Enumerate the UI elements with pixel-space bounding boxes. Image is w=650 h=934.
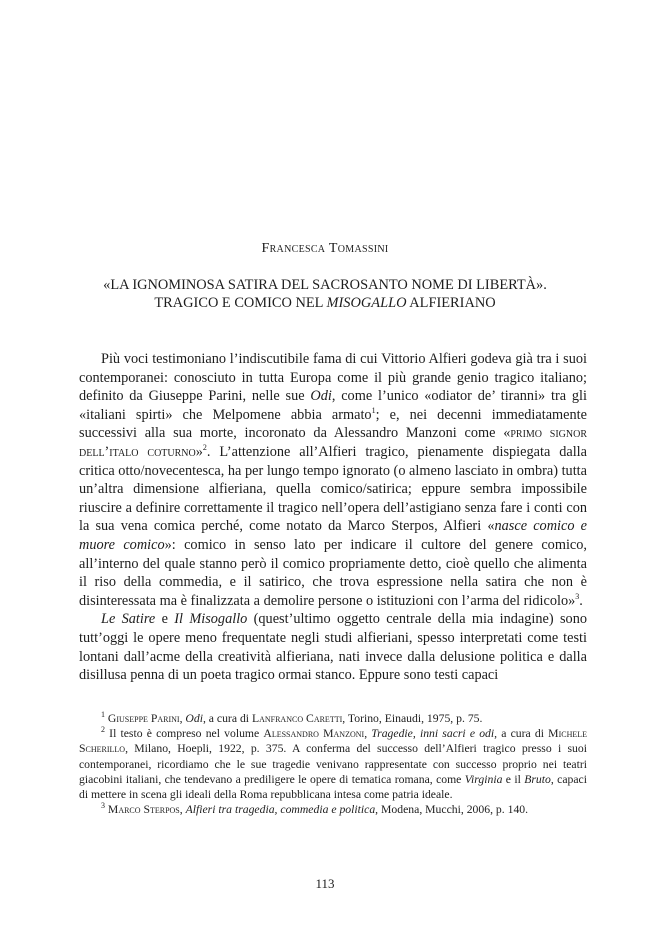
footnote-1: $^1$ Giuseppe Parini, Odi, a cura di Lanfranco Caretti, Torino, Einaudi, 1975, p. 75. <box>101 710 483 725</box>
title-line-1: «LA IGNOMINOSA SATIRA DEL SACROSANTO NOME DI LIBERTÀ». <box>103 277 547 293</box>
footnote-3: $^3$ Marco Sterpos, Alfieri tra tragedia, commedia e politica, Modena, Mucchi, 2006, p. 140. <box>101 801 529 817</box>
paragraph-2: Le Satire e Il Misogallo (quest’ultimo oggetto centrale della mia indagine) sono tutt’oggi le opere meno frequentate negli studi alfieriani, spesso interpretati come testi lontani dall’acme della creatività alfieriana, nati invece dalla delusione politica e dalla disillusa penna di un poeta tragico ormai stanco. Eppure sono testi capaci <box>79 611 587 684</box>
footnote-ref-1[interactable]: 1 <box>371 406 376 416</box>
title-misogallo: MISOGALLO <box>326 295 407 311</box>
title-line-2: TRAGICO E COMICO NEL MISOGALLO ALFIERIANO <box>154 295 496 311</box>
footnotes <box>79 711 587 817</box>
paragraph-1: Più voci testimoniano l’indiscutibile fama di cui Vittorio Alfieri godeva già tra i suoi contemporanei: conosciuto in tutta Europa come il più grande genio tragico italiano; definito da Giuseppe Parini, nelle sue Odi, come l’unico «odiator de’ tiranni» tra gli «italiani spirti» che Melpomene abbia armato$^1$; e, nei decenni immediatamente successivi alla sua morte, incoronato da Alessandro Manzoni come «primo signor dell’italo coturno»$^2$. L’attenzione all’Alfieri tragico, pienamente dispiegata dalla critica otto/novecentesca, ha per lungo tempo ignorato (o almeno lasciato in ombra) tutta un’altra dimensione alfieriana, quella comico/satirica; eppure sembra impossibile riuscire a definire correttamente il tragico nell’opera dell’astigiano senza fare i conti con la sua vena comica perché, come notato da Marco Sterpos, Alfieri «nasce comico e muore comico»: comico in senso lato per indicare il cultore del genere comico, all’interno del quale stanno però il comico propriamente detto, cioè quello che alimenta il riso della commedia, e il satirico, che trova espressione nella satira che non è disinteressata ma è finalizzata a demolire persone o istituzioni con l’arma del ridicolo»$^3$. <box>79 351 587 609</box>
page-number: 113 <box>315 876 335 891</box>
footnote-ref-3[interactable]: 3 <box>575 591 580 601</box>
footnote-2: $^2$ Il testo è compreso nel volume Alessandro Manzoni, Tragedie, inni sacri e odi, a cura di Michele Scherillo, Milano, Hoepli, 1922, p. 375. A conferma del successo dell’Alfieri tragico presso i suoi contemporanei, ricordiamo che le sue tragedie venivano rappresentate con successo proprio nei teatri giacobini italiani, che tendevano a prediligere le opere di tematica romana, come Virginia e il Bruto, capaci di mettere in scena gli ideali della Roma repubblicana intesa come patria ideale. <box>79 725 588 802</box>
footnote-ref-2[interactable]: 2 <box>202 443 207 453</box>
body-text <box>79 350 587 685</box>
article-title <box>60 276 590 312</box>
author-name: Francesca Tomassini <box>261 241 389 256</box>
